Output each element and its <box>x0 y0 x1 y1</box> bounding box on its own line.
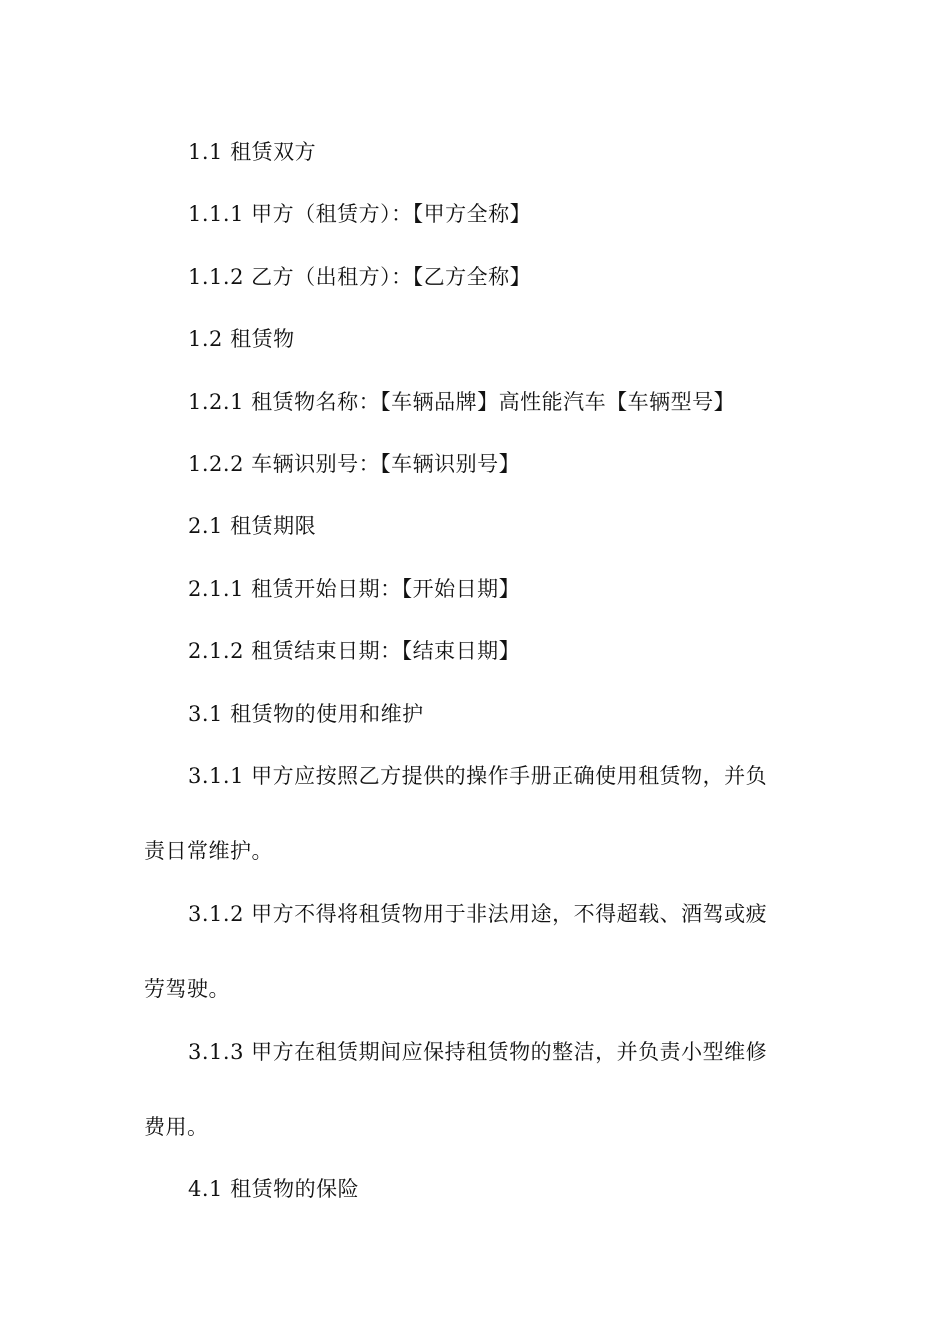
clause-3-1-2: 3.1.2 甲方不得将租赁物用于非法用途，不得超载、酒驾或疲 <box>188 902 768 926</box>
clause-1-2-1: 1.2.1 租赁物名称：【车辆品牌】高性能汽车【车辆型号】 <box>188 390 736 414</box>
heading-3-1: 3.1 租赁物的使用和维护 <box>188 702 424 726</box>
clause-3-1-3-continued: 费用。 <box>144 1115 209 1139</box>
clause-1-1-2: 1.1.2 乙方（出租方）：【乙方全称】 <box>188 265 532 289</box>
clause-3-1-2-continued: 劳驾驶。 <box>144 977 230 1001</box>
clause-2-1-1: 2.1.1 租赁开始日期：【开始日期】 <box>188 577 521 601</box>
clause-3-1-3: 3.1.3 甲方在租赁期间应保持租赁物的整洁，并负责小型维修 <box>188 1040 768 1064</box>
clause-3-1-1-continued: 责日常维护。 <box>144 839 273 863</box>
heading-1-2: 1.2 租赁物 <box>188 327 295 351</box>
heading-4-1: 4.1 租赁物的保险 <box>188 1177 360 1201</box>
clause-1-2-2: 1.2.2 车辆识别号：【车辆识别号】 <box>188 452 521 476</box>
clause-3-1-1: 3.1.1 甲方应按照乙方提供的操作手册正确使用租赁物，并负 <box>188 764 768 788</box>
clause-1-1-1: 1.1.1 甲方（租赁方）：【甲方全称】 <box>188 202 532 226</box>
clause-2-1-2: 2.1.2 租赁结束日期：【结束日期】 <box>188 639 521 663</box>
heading-1-1: 1.1 租赁双方 <box>188 140 317 164</box>
heading-2-1: 2.1 租赁期限 <box>188 514 317 538</box>
